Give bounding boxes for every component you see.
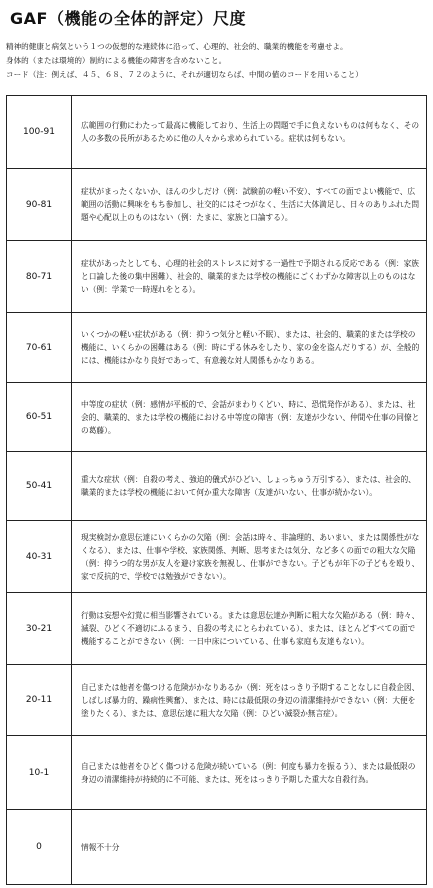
score-range: 20-11 (7, 665, 72, 736)
score-range: 40-31 (7, 521, 72, 593)
score-range: 60-51 (7, 383, 72, 452)
table-row (7, 313, 427, 383)
table-row (7, 521, 427, 593)
intro-line: コード（注：例えば、４５、６８、７２のように、それが適切ならば、中間の値のコードを用いること） (6, 70, 363, 79)
score-range: 50-41 (7, 452, 72, 521)
table-row (7, 736, 427, 810)
score-range: 90-81 (7, 169, 72, 241)
intro-text (6, 40, 430, 82)
score-range: 10-1 (7, 736, 72, 810)
table-row (7, 810, 427, 885)
table-row (7, 452, 427, 521)
score-description: 重大な症状（例：自殺の考え、強迫的儀式がひどい、しょっちゅう万引する）、または、社会的、職業的または学校の機能において何か重大な障害（友達がいない、仕事が続かない）。 (72, 452, 427, 521)
score-description: いくつかの軽い症状がある（例：抑うつ気分と軽い不眠）、または、社会的、職業的または学校の機能に、いくらかの困難はある（例：時にずる休みをしたり、家の金を盗んだりする）が、全般的には、機能はかなり良好であって、有意義な対人関係もかなりある。 (72, 313, 427, 383)
table-row (7, 665, 427, 736)
table-row (7, 593, 427, 665)
intro-line: 精神的健康と病気という１つの仮想的な連続体に沿って、心理的、社会的、職業的機能を考慮せよ。 (6, 42, 348, 51)
score-description: 中等度の症状（例：感情が平板的で、会話がまわりくどい、時に、恐慌発作がある）、または、社会的、職業的、または学校の機能における中等度の障害（例：友達が少ない、仲間や仕事の同僚との葛藤）。 (72, 383, 427, 452)
score-range: 80-71 (7, 241, 72, 313)
score-description: 情報不十分 (72, 810, 427, 885)
score-description: 自己または他者を傷つける危険がかなりあるか（例：死をはっきり予期することなしに自殺企図、しばしば暴力的、躁病性興奮）、または、時には最低限の身辺の清潔維持ができない（例：大便を塗りたくる）、または、意思伝達に粗大な欠陥（例：ひどい滅裂か無言症）。 (72, 665, 427, 736)
score-description: 広範囲の行動にわたって最高に機能しており、生活上の問題で手に負えないものは何もなく、その人の多数の長所があるために他の人々から求められている。症状は何もない。 (72, 96, 427, 169)
page-title: GAF（機能の全体的評定）尺度 (10, 9, 246, 28)
table-row (7, 169, 427, 241)
table-row (7, 96, 427, 169)
score-range: 0 (7, 810, 72, 885)
intro-line: 身体的（または環境的）制約による機能の障害を含めないこと。 (6, 56, 227, 65)
gaf-table (6, 95, 427, 885)
table-row (7, 241, 427, 313)
score-range: 100-91 (7, 96, 72, 169)
score-description: 現実検討か意思伝達にいくらかの欠陥（例：会話は時々、非論理的、あいまい、または関係性がなくなる）、または、仕事や学校、家族関係、判断、思考または気分、など多くの面での粗大な欠陥（例：抑うつ的な男が友人を避け家族を無視し、仕事ができない。子どもが年下の子どもを殴り、家で反抗的で、学校では勉強ができない）。 (72, 521, 427, 593)
score-description: 行動は妄想や幻覚に相当影響されている。または意思伝達か判断に粗大な欠陥がある（例：時々、滅裂、ひどく不適切にふるまう、自殺の考えにとらわれている）、または、ほとんどすべての面で機能することができない（例：一日中床についている、仕事も家庭も友達もない）。 (72, 593, 427, 665)
score-range: 30-21 (7, 593, 72, 665)
score-range: 70-61 (7, 313, 72, 383)
score-description: 症状がまったくないか、ほんの少しだけ（例：試験前の軽い不安）、すべての面でよい機能で、広範囲の活動に興味をもち参加し、社交的にはそつがなく、生活に大体満足し、日々のありふれた問題や心配以上のものはない（例：たまに、家族と口論する）。 (72, 169, 427, 241)
score-description: 自己または他者をひどく傷つける危険が続いている（例：何度も暴力を振るう）、または最低限の身辺の清潔維持が持続的に不可能、または、死をはっきり予期した重大な自殺行為。 (72, 736, 427, 810)
score-description: 症状があったとしても、心理的社会的ストレスに対する一過性で予期される反応である（例：家族と口論した後の集中困難）、社会的、職業的または学校の機能にごくわずかな障害以上のものはない（例：学業で一時遅れをとる）。 (72, 241, 427, 313)
table-row (7, 383, 427, 452)
